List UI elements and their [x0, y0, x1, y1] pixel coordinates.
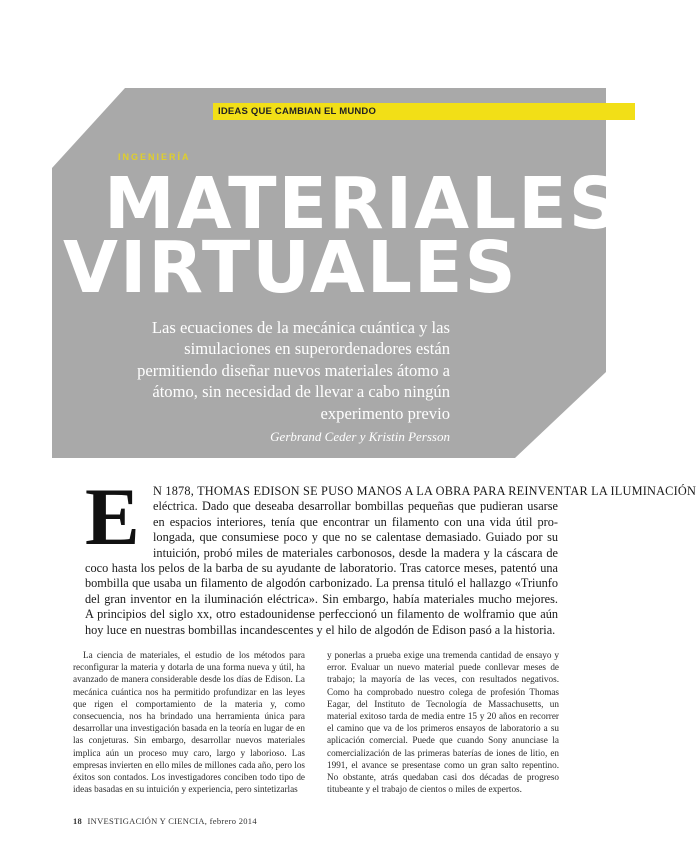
page-footer	[73, 816, 257, 826]
lead-paragraph	[85, 484, 696, 638]
lead-line: hoy luce en nuestras bombillas incandescentes y el hilo de algodón de Edison pasó a la historia.	[85, 622, 556, 637]
page-number: 18	[73, 816, 83, 826]
publication-info: INVESTIGACIÓN Y CIENCIA, febrero 2014	[87, 816, 257, 826]
body-paragraph: La ciencia de materiales, el estudio de los métodos para reconfigurar la materia y dotarla de una forma nueva y útil, ha avanzado de manera considerable desde los días de Edison. La mecánica cuántica nos ha permitido profundizar en las leyes que rigen el comportamiento de la materia y, como consecuencia, nos ha brindado una herramienta única para desarrollar una investigación basada en la teoría en lugar de en las conjeturas. Sin embargo, desarrollar nuevos materiales implica aún un proceso muy caro, largo y laborioso. Las empresas invierten en ello miles de millones cada año, pero los éxitos son contados. Los investigadores conciben todo tipo de ideas basadas en su intuición y experiencia, pero sintetizarlas	[73, 650, 305, 795]
title-line-2: VIRTUALES	[63, 226, 518, 309]
body-column-2	[327, 649, 559, 795]
lead-line: coco hasta los pelos de la barba de su ayudante de laboratorio. Tras catorce meses, patentó una	[85, 561, 558, 576]
title-line-1: MATERIALES	[104, 162, 622, 245]
lead-line: bombilla que usaba un filamento de algodón carbonizado. La prensa tituló el hallazgo «Triunfo	[85, 576, 558, 591]
lead-line: A principios del siglo xx, otro estadounidense perfeccionó un filamento de wolframio que aún	[85, 607, 558, 622]
lead-line: N 1878, THOMAS EDISON SE PUSO MANOS A LA OBRA PARA REINVENTAR LA ILUMINACIÓN	[153, 484, 696, 498]
lead-line: longada, que consumiese poco y que no se calentase demasiado. Guiado por su	[153, 530, 558, 545]
byline: Gerbrand Ceder y Kristin Persson	[270, 429, 450, 444]
body-column-1	[73, 649, 305, 795]
section-label: INGENIERÍA	[118, 152, 191, 162]
lead-line: del gran inventor en la iluminación eléctrica». Sin embargo, había materiales mucho mejores.	[85, 591, 558, 606]
kicker-label: IDEAS QUE CAMBIAN EL MUNDO	[218, 106, 377, 117]
drop-cap: E	[85, 471, 140, 562]
lead-line: eléctrica. Dado que deseaba desarrollar bombillas pequeñas que pudieran usarse	[153, 499, 558, 514]
body-paragraph: y ponerlas a prueba exige una tremenda cantidad de ensayo y error. Evaluar un nuevo material puede conllevar meses de trabajo; la mayoría de las veces, con resultados negativos. Como ha comprobado nuestro colega de profesión Thomas Eagar, del Instituto de Tecnología de Massachusetts, un material exitoso tarda de media entre 15 y 20 años en recorrer el camino que va de los primeros ensayos de laboratorio a su aplicación comercial. Puede que cuando Sony anunciase la comercialización de las primeras baterías de iones de litio, en 1991, el avance se presentase como un gran salto repentino. No obstante, atrás quedaban casi dos décadas de progreso titubeante y el trabajo de cientos o miles de expertos.	[327, 650, 559, 795]
lead-line: en espacios interiores, tenía que encontrar un filamento con una vida útil pro-	[153, 514, 558, 529]
deck-subtitle: Las ecuaciones de la mecánica cuántica y las simulaciones en superordenadores están permitiendo diseñar nuevos materiales átomo a átomo, sin necesidad de llevar a cabo ningún experimento previo	[137, 318, 450, 423]
lead-line: intuición, probó miles de materiales carbonosos, desde la madera y la cáscara de	[153, 545, 558, 560]
